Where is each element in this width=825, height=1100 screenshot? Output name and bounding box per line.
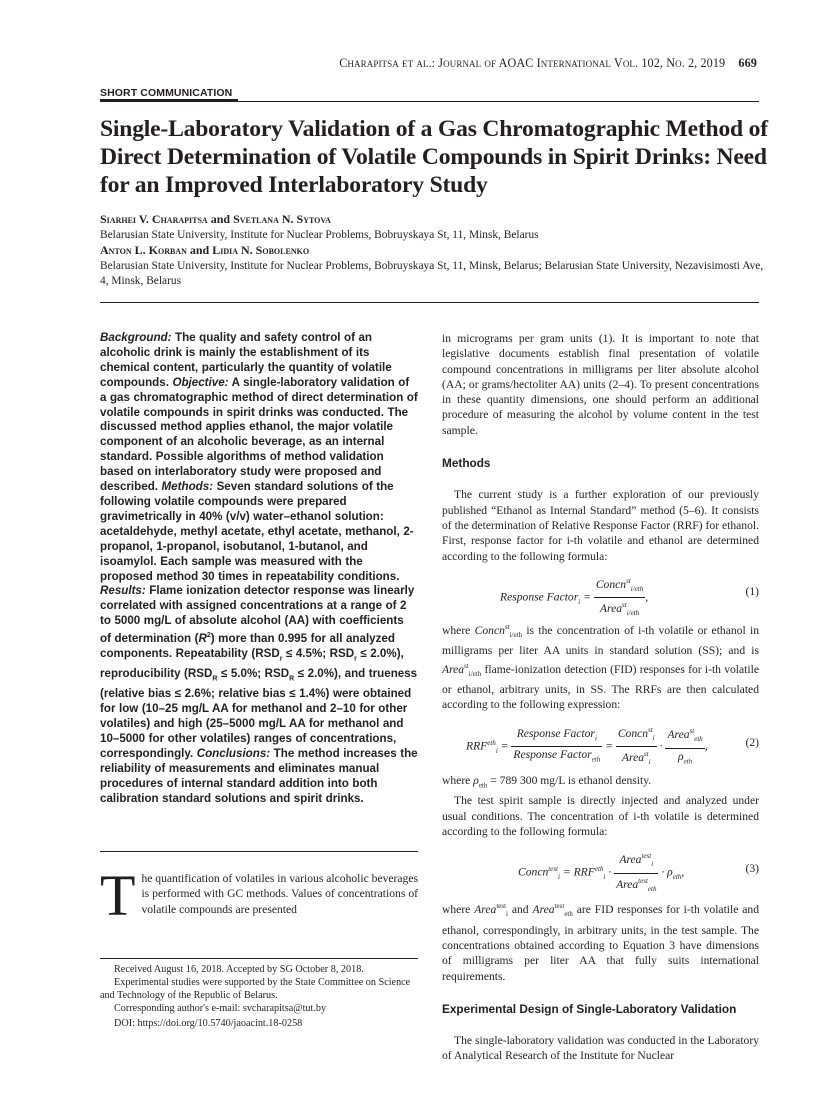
footnotes [100, 963, 418, 1030]
abstract: Background: The quality and safety control of an alcoholic drink is mainly the establishment of its chemical content, particularly the quantity of volatile compounds. Objective: A single-laboratory validation of a gas chromatographic method of direct determination of volatile compounds in spirit drinks was conducted. The discussed method applies ethanol, the major volatile component of an alcoholic beverage, as an internal standard. Possible algorithms of method validation based on interlaboratory study were proposed and described. Methods: Seven standard solutions of the following volatile compounds were prepared gravimetrically in 40% (v/v) water–ethanol solution: acetaldehyde, methyl acetate, ethyl acetate, methanol, 2-propanol, 1-propanol, isobutanol, 1-butanol, and isoamylol. Each sample was measured with the proposed method 30 times in repeatability conditions. Results: Flame ionization detector response was linearly correlated with assigned concentrations at a range of 2 to 5000 mg/L of absolute alcohol (AA) with coefficients of determination $(R^2)$ more than 0.995 for all analyzed components. Repeatability ($RSD_r \le 4.5\%$; $RSD_r \le 2.0\%$), reproducibility ($RSD_R \le 5.0\%$; $RSD_R \le 2.0\%$), and trueness (relative bias ≤ 2.6%; relative bias ≤ 1.4%) were obtained for low (10–25 mg/L AA for methanol and 2–10 for other volatiles) and high (25–5000 mg/L AA for methanol and 10–5000 for other volatiles) ranges of concentrations, correspondingly. Conclusions: The method increases the reliability of measurements and eliminates manual procedures of internal standard addition into both calibration standard solutions and spirit drinks. [100, 331, 418, 805]
paragraph: in micrograms per gram units (1). It is important to note that legislative documents establish final presentation of volatile compound concentrations in milligrams per liter absolute alcohol (AA; or grams/hectoliter AA) units (2–4). To present concentrations in these quantity dimensions, one should perform an additional procedure of measuring the alcohol by volume content in the test sample. [442, 332, 759, 437]
heading-methods: Methods [442, 456, 491, 471]
paragraph: where Area$^{test}_i$ and Area$^{test}_{eth}$ are FID responses for i-th volatile and ethanol, correspondingly, in arbitrary units, in the test sample. The concentrations obtained according to Equation 3 have dimensions of milligrams per liter AA that fully suits international requirements. [442, 902, 759, 983]
right-column [442, 331, 759, 1064]
author-line-1: Siarhei V. Charapitsa and Svetlana N. Sytova [100, 212, 331, 226]
section-label: SHORT COMMUNICATION [100, 87, 233, 99]
corresponding-email: Corresponding author's e-mail: svcharapitsa@tut.by [114, 1003, 327, 1014]
author-line-2: Anton L. Korban and Lidia N. Sobolenko [100, 243, 310, 257]
header-rule [100, 302, 759, 303]
author-name: Lidia N. Sobolenko [212, 243, 310, 257]
author-name: Siarhei V. Charapitsa [100, 212, 208, 226]
doi-link[interactable]: DOI: https://doi.org/10.5740/jaoacint.18-0258 [114, 1018, 303, 1029]
paragraph: The current study is a further exploration of our previously published “Ethanol as Internal Standard” method (5–6). It consists of the determination of Relative Response Factor (RRF) for ethanol. First, response factor for i-th volatile and ethanol are determined according to the following formula: [442, 488, 759, 563]
footnote-rule [100, 958, 418, 959]
running-head [339, 56, 757, 71]
received-date: Received August 16, 2018. Accepted by SG October 8, 2018. [114, 964, 364, 975]
funding-note: Experimental studies were supported by the State Committee on Science and Technology of the Republic of Belarus. [100, 977, 411, 1001]
author-name: Anton L. Korban [100, 243, 187, 257]
equation-3: Concn$^{test}_i$ = $RRF^{eth}_i$ · $\frac{Area^{test}_i}{Area^{test}_{eth}}$ · $\rho_{eth}$, (3) [442, 847, 759, 891]
authors-block [100, 212, 770, 290]
equation-1: Response Factor$_i$ = $\frac{Concn^{st}_{i/eth}}{Area^{st}_{i/eth}}$ , (1) [442, 572, 759, 612]
page-number: 669 [738, 56, 757, 70]
equation-2: $RRF^{eth}_i$ = $\frac{Response Factor_i}{Response Factor_{eth}}$ = $\frac{Concn^{st}_i}{Area^{st}_i}$ · $\frac{Area^{st}_{eth}}{\rho_{eth}}$ , (2) [442, 721, 759, 765]
paragraph: where $\rho_{eth} = 789$ 300 mg/L is ethanol density. [442, 773, 652, 789]
running-head-text: Charapitsa et al.: Journal of AOAC International Vol. 102, No. 2, 2019 [339, 56, 726, 70]
author-name: Svetlana N. Sytova [233, 212, 331, 226]
heading-experimental-design: Experimental Design of Single-Laboratory Validation [442, 1001, 737, 1016]
affiliation-1: Belarusian State University, Institute for Nuclear Problems, Bobruyskaya St, 11, Minsk, Belarus [100, 228, 539, 241]
abstract-column [100, 331, 418, 807]
intro-paragraph: The quantification of volatiles in various alcoholic beverages is performed with GC methods. Values of concentrations of volatile compounds are presented [100, 863, 418, 928]
equation-number: (3) [745, 862, 759, 876]
paragraph: where Concn$^{st}_{i/eth}$ is the concentration of i-th volatile or ethanol in milligrams per liter AA units in standard solution (SS); and is Area$^{st}_{i/eth}$ flame-ionization detection (FID) responses for i-th volatile or ethanol, arbitrary units, in SS. The RRFs are then calculated according to the following expression: [442, 622, 759, 712]
affiliation-2: Belarusian State University, Institute for Nuclear Problems, Bobruyskaya St, 11, Minsk, Belarus; Belarusian State University, Nezavisimosti Ave, 4, Minsk, Belarus [100, 259, 764, 287]
paragraph: The single-laboratory validation was conducted in the Laboratory of Analytical Research of the Institute for Nuclear [442, 1034, 759, 1063]
equation-number: (1) [745, 584, 759, 598]
drop-cap: T [100, 863, 136, 928]
article-title: Single-Laboratory Validation of a Gas Chromatographic Method of Direct Determination of Volatile Compounds in Spirit Drinks: Need for an Improved Interlaboratory Study [100, 116, 768, 198]
abstract-rule [100, 851, 418, 852]
section-rule-accent [100, 99, 238, 102]
equation-number: (2) [745, 735, 759, 749]
paragraph: The test spirit sample is directly injected and analyzed under usual conditions. The concentration of i-th volatile is determined according to the following formula: [442, 794, 759, 838]
